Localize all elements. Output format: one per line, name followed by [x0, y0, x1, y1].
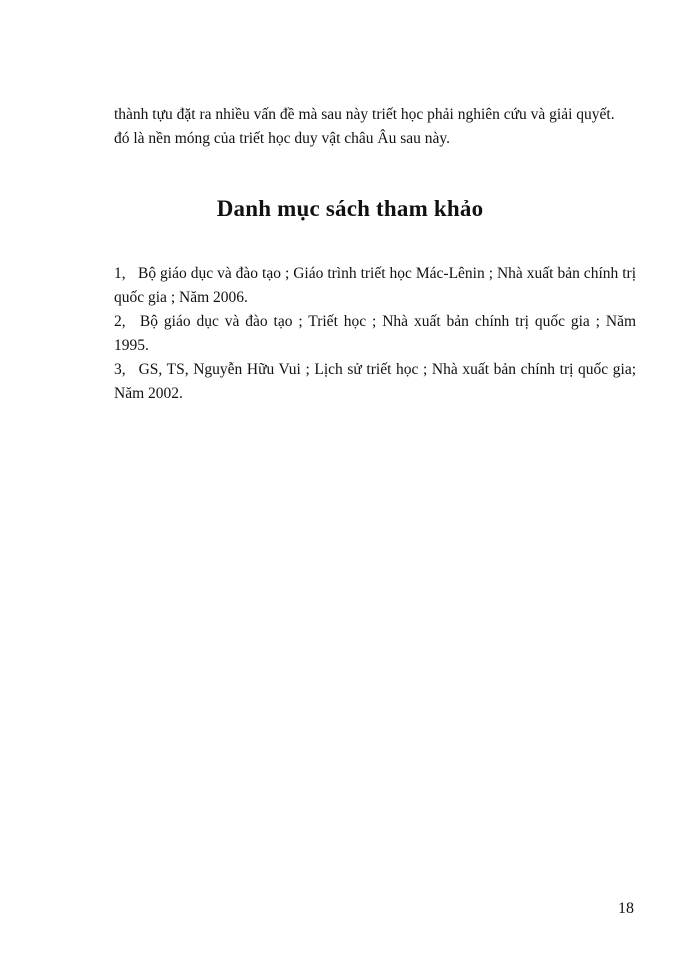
- reference-text: Bộ giáo dục và đào tạo ; Triết học ; Nhà xuất bản chính trị quốc gia ; Năm 1995.: [114, 313, 637, 354]
- reference-text: Bộ giáo dục và đào tạo ; Giáo trình triết học Mác-Lênin ; Nhà xuất bản chính trị quốc gia ; Năm 2006.: [114, 265, 636, 306]
- references-list: [114, 262, 636, 406]
- reference-number: 1,: [114, 265, 126, 282]
- reference-number: 2,: [114, 313, 126, 330]
- reference-item: [114, 358, 636, 406]
- reference-item: [114, 262, 636, 310]
- intro-paragraph: [114, 103, 636, 151]
- reference-text: GS, TS, Nguyễn Hữu Vui ; Lịch sử triết học ; Nhà xuất bản chính trị quốc gia; Năm 2002.: [114, 361, 637, 402]
- references-heading: Danh mục sách tham khảo: [216, 196, 484, 221]
- reference-number: 3,: [114, 361, 126, 378]
- reference-item: [114, 310, 636, 358]
- intro-line-2: đó là nền móng của triết học duy vật châu Âu sau này.: [114, 130, 451, 147]
- intro-line-1: thành tựu đặt ra nhiều vấn đề mà sau này triết học phải nghiên cứu và giải quyết.: [114, 106, 615, 123]
- page-number: 18: [618, 900, 634, 917]
